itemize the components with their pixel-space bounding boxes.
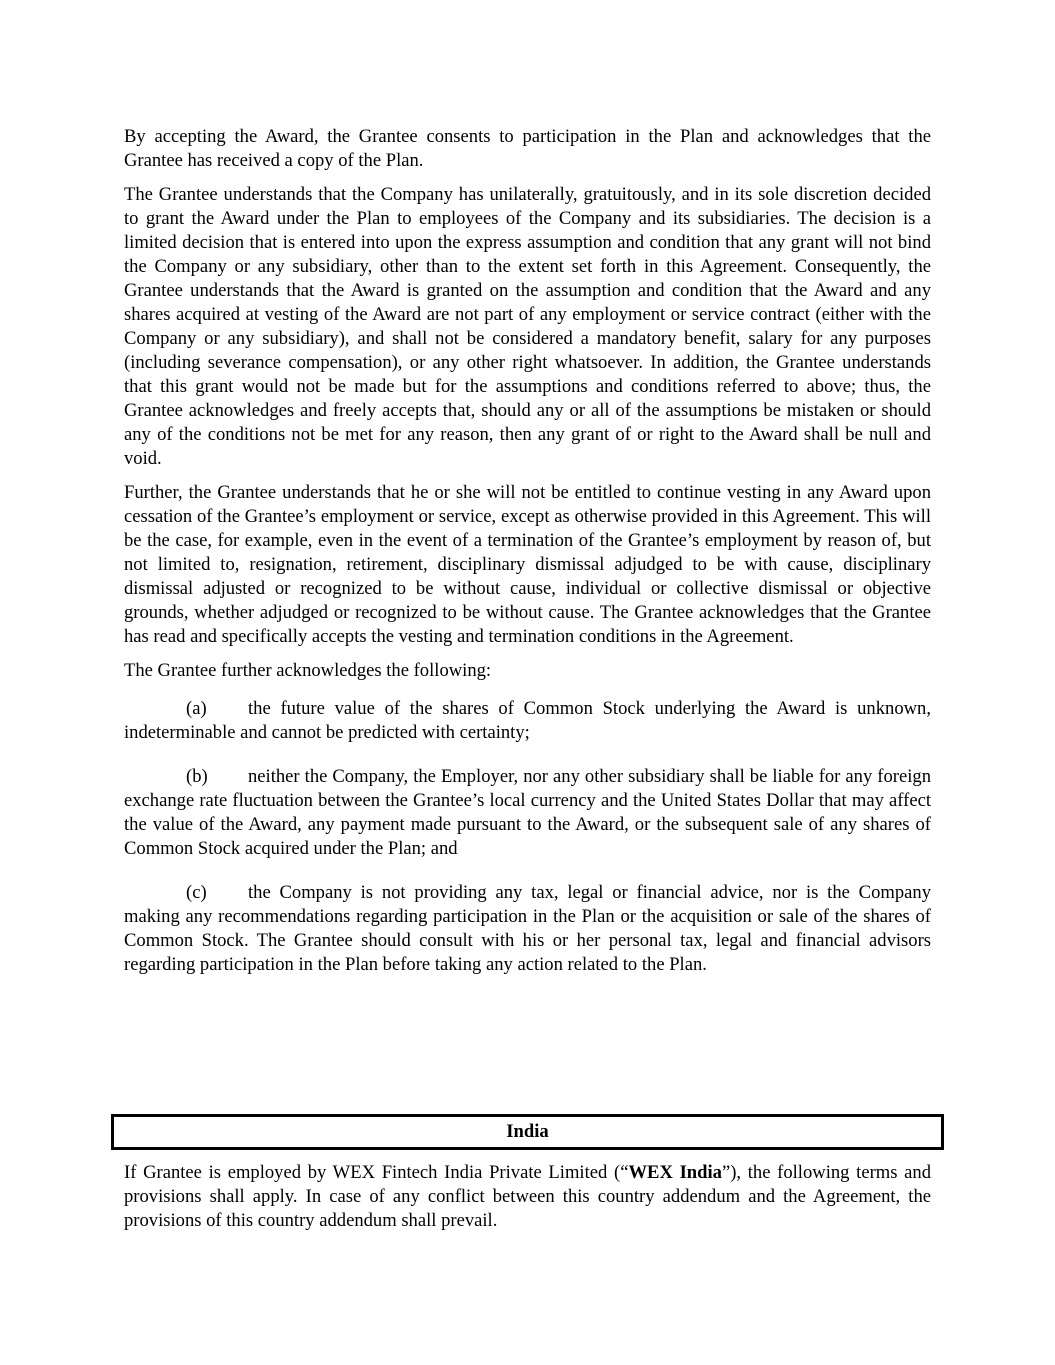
paragraph-acknowledgement-intro: The Grantee further acknowledges the following: [124,660,492,681]
country-header-box [111,1114,944,1150]
india-defined-term: WEX India [628,1162,722,1183]
list-text-c: the Company is not providing any tax, legal or financial advice, nor is the Company making any recommendations regarding participation in the Plan or the acquisition or sale of the shares of Common Stock. The Grantee should consult with his or her personal tax, legal and financial advisors regarding participation in the Plan before taking any action related to the Plan. [124,882,931,975]
list-item-b [124,765,931,861]
list-marker-b: (b) [186,766,208,787]
list-text-a: the future value of the shares of Common Stock underlying the Award is unknown, indeterminable and cannot be predicted with certainty; [124,698,931,743]
india-suffix: ”), the following terms and provisions shall apply. In case of any conflict between this country addendum and the Agreement, the provisions of this country addendum shall prevail. [124,1162,931,1231]
paragraph-india-addendum [124,1161,931,1233]
paragraph-acceptance: By accepting the Award, the Grantee consents to participation in the Plan and acknowledges that the Grantee has received a copy of the Plan. [124,126,931,171]
paragraph-vesting-cessation: Further, the Grantee understands that he or she will not be entitled to continue vesting in any Award upon cessation of the Grantee’s employment or service, except as otherwise provided in this Agreement. This will be the case, for example, even in the event of a termination of the Grantee’s employment by reason of, but not limited to, resignation, retirement, disciplinary dismissal adjudged to be with cause, disciplinary dismissal adjusted or recognized to be without cause, individual or collective dismissal or objective grounds, whether adjudged or recognized to be without cause. The Grantee acknowledges that the Grantee has read and specifically accepts the vesting and termination conditions in the Agreement. [124,482,931,647]
country-header-title: India [506,1121,549,1142]
document-body [124,125,931,997]
paragraph-grant-discretion: The Grantee understands that the Company has unilaterally, gratuitously, and in its sole discretion decided to grant the Award under the Plan to employees of the Company and its subsidiaries. The decision is a limited decision that is entered into upon the express assumption and condition that any grant will not bind the Company or any subsidiary, other than to the extent set forth in this Agreement. Consequently, the Grantee understands that the Award is granted on the assumption and condition that the Award and any shares acquired at vesting of the Award are not part of any employment or service contract (either with the Company or any subsidiary), and shall not be considered a mandatory benefit, salary for any purposes (including severance compensation), or any other right whatsoever. In addition, the Grantee understands that this grant would not be made but for the assumptions and conditions referred to above; thus, the Grantee acknowledges and freely accepts that, should any or all of the assumptions be mistaken or should any of the conditions not be met for any reason, then any grant of or right to the Award shall be null and void. [124,184,931,469]
list-item-a [124,697,931,745]
list-marker-a: (a) [186,698,207,719]
list-text-b: neither the Company, the Employer, nor any other subsidiary shall be liable for any foreign exchange rate fluctuation between the Grantee’s local currency and the United States Dollar that may affect the value of the Award, any payment made pursuant to the Award, or the subsequent sale of any shares of Common Stock acquired under the Plan; and [124,766,931,859]
list-marker-c: (c) [186,882,207,903]
list-item-c [124,881,931,977]
india-prefix: If Grantee is employed by WEX Fintech India Private Limited (“ [124,1162,629,1183]
